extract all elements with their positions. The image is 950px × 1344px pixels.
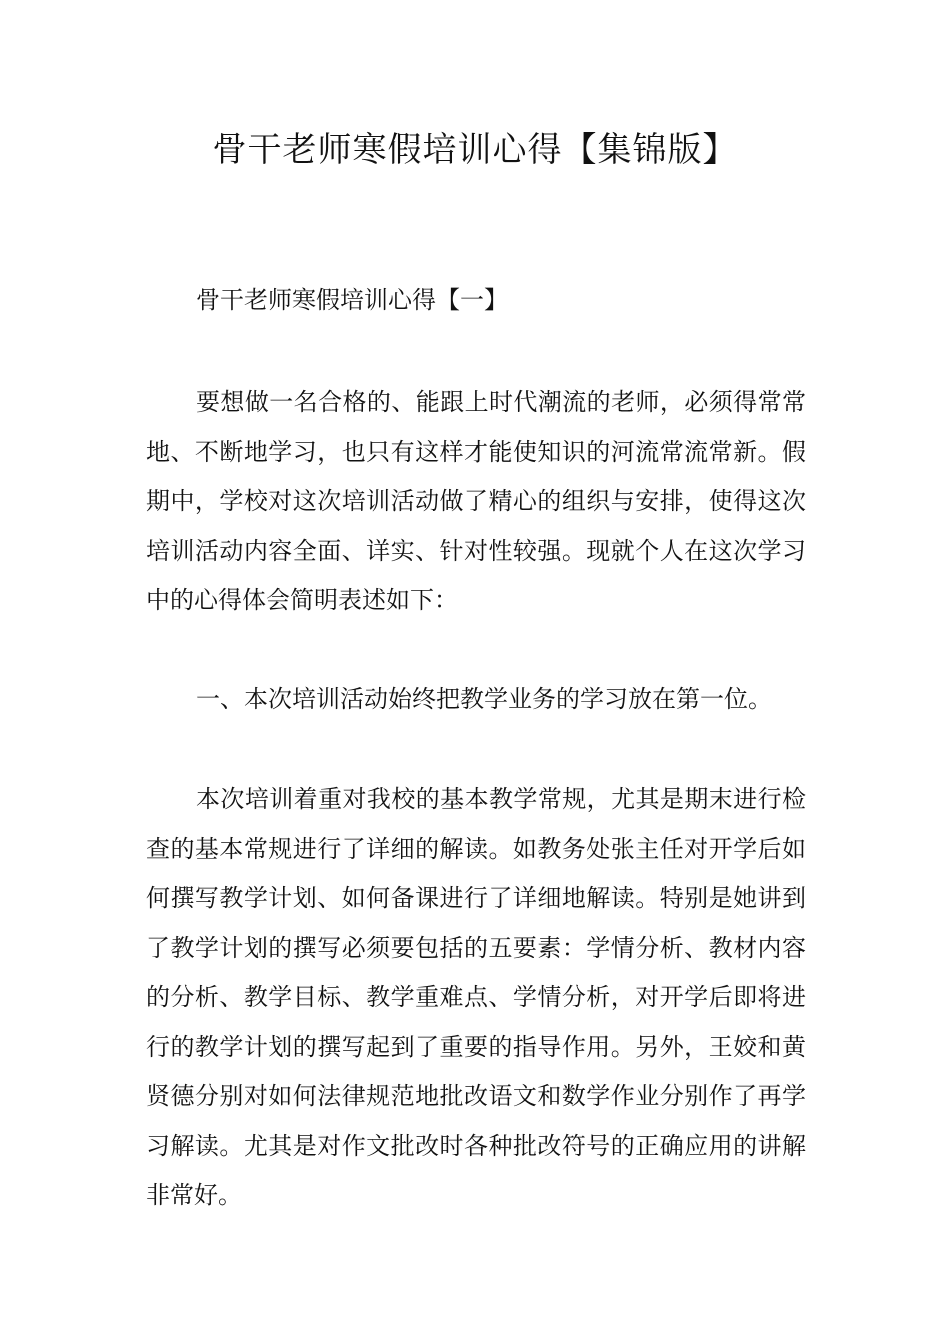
document-title: 骨干老师寒假培训心得【集锦版】	[212, 130, 738, 170]
paragraph-point-one: 一、本次培训活动始终把教学业务的学习放在第一位。	[196, 685, 772, 713]
paragraph-training-details: 本次培训着重对我校的基本教学常规，尤其是期末进行检查的基本常规进行了详细的解读。如教务处张主任对开学后如何撰写教学计划、如何备课进行了详细地解读。特别是她讲到了教学计划的撰写必须要包括的五要素：学情分析、教材内容的分析、教学目标、教学重难点、学情分析，对开学后即将进行的教学计划的撰写起到了重要的指导作用。另外，王姣和黄贤德分别对如何法律规范地批改语文和数学作业分别作了再学习解读。尤其是对作文批改时各种批改符号的正确应用的讲解非常好。	[146, 785, 806, 1209]
paragraph-intro: 要想做一名合格的、能跟上时代潮流的老师，必须得常常地、不断地学习，也只有这样才能使知识的河流常流常新。假期中，学校对这次培训活动做了精心的组织与安排，使得这次培训活动内容全面、详实、针对性较强。现就个人在这次学习中的心得体会简明表述如下：	[146, 388, 806, 614]
section-heading: 骨干老师寒假培训心得【一】	[196, 286, 508, 314]
